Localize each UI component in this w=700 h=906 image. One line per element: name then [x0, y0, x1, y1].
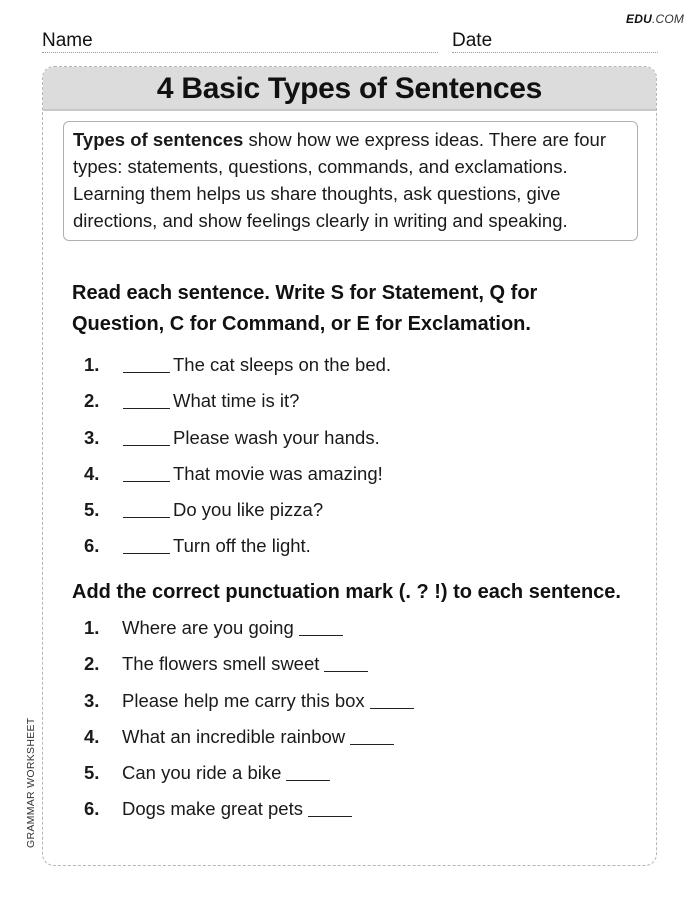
section-sentence-types: [72, 278, 632, 565]
answer-blank[interactable]: [123, 408, 170, 409]
item-text: Dogs make great pets: [122, 798, 303, 820]
section2-list: [72, 610, 632, 828]
item-text-wrap: [122, 791, 352, 827]
worksheet-box: [42, 66, 657, 866]
intro-text: show how we express ideas. There are four types: statements, questions, commands, and exclamations. Learning them helps us share thoughts, ask questions, give directions, and show feelings clearly in writing and speaking.: [73, 129, 606, 231]
answer-blank[interactable]: [123, 445, 170, 446]
item-number: 5.: [84, 762, 100, 784]
item-text-wrap: [122, 755, 330, 791]
item-number: 1.: [84, 354, 100, 375]
item-number: 1.: [84, 617, 100, 638]
item-text: That movie was amazing!: [173, 462, 383, 484]
answer-blank[interactable]: [350, 744, 394, 745]
section1-list: [72, 347, 632, 565]
list-item: [72, 755, 632, 791]
list-item: [72, 528, 632, 564]
item-text: The flowers smell sweet: [122, 653, 320, 675]
list-item: [72, 646, 632, 682]
name-label: Name: [42, 30, 93, 51]
item-number: 3.: [84, 426, 100, 448]
item-text: The cat sleeps on the bed.: [173, 354, 392, 375]
item-number: 2.: [84, 390, 100, 412]
item-text-wrap: [122, 610, 343, 646]
date-label: Date: [452, 30, 493, 51]
answer-blank[interactable]: [123, 372, 170, 373]
section2-instruction: Add the correct punctuation mark (. ? !) to each sentence.: [72, 581, 621, 603]
answer-blank[interactable]: [324, 671, 368, 672]
answer-blank[interactable]: [286, 780, 330, 781]
list-item: [72, 420, 632, 456]
brand-logo-bold: EDU: [626, 12, 652, 26]
list-item: [72, 610, 632, 646]
date-field[interactable]: [452, 30, 658, 53]
intro-bold-term: Types of sentences: [73, 129, 244, 150]
answer-blank[interactable]: [123, 517, 170, 518]
worksheet-title: 4 Basic Types of Sentences: [156, 72, 543, 105]
item-text-wrap: [122, 719, 394, 755]
item-text-wrap: [122, 683, 414, 719]
item-number: 4.: [84, 725, 100, 747]
list-item: [72, 492, 632, 528]
name-date-row: [42, 30, 658, 54]
item-text: Can you ride a bike: [122, 762, 282, 784]
item-text: Where are you going: [122, 617, 294, 638]
item-text: What time is it?: [173, 390, 300, 412]
list-item: [72, 683, 632, 719]
item-number: 6.: [84, 798, 100, 820]
item-number: 4.: [84, 462, 100, 484]
item-text: Please wash your hands.: [173, 426, 380, 448]
list-item: [72, 347, 632, 383]
item-text: Please help me carry this box: [122, 689, 365, 711]
intro-box: [63, 121, 638, 241]
title-band: [43, 67, 656, 111]
answer-blank[interactable]: [299, 635, 343, 636]
answer-blank[interactable]: [370, 708, 414, 709]
side-label: GRAMMAR WORKSHEET: [25, 717, 37, 848]
section-punctuation: [72, 577, 632, 828]
list-item: [72, 383, 632, 419]
list-item: [72, 791, 632, 827]
answer-blank[interactable]: [123, 481, 170, 482]
brand-logo: [626, 12, 684, 26]
name-field[interactable]: [42, 30, 438, 53]
item-text: Do you like pizza?: [173, 499, 324, 521]
answer-blank[interactable]: [308, 816, 352, 817]
answer-blank[interactable]: [123, 553, 170, 554]
item-number: 2.: [84, 653, 100, 675]
item-text-wrap: [122, 646, 368, 682]
item-text: Turn off the light.: [173, 535, 311, 557]
list-item: [72, 456, 632, 492]
list-item: [72, 719, 632, 755]
item-number: 6.: [84, 535, 100, 557]
brand-logo-suffix: .COM: [651, 12, 685, 26]
item-number: 3.: [84, 689, 100, 711]
item-text: What an incredible rainbow: [122, 725, 346, 747]
item-number: 5.: [84, 499, 100, 521]
section1-instruction: Read each sentence. Write S for Statement, Q for Question, C for Command, or E for Exclamation.: [72, 282, 538, 335]
